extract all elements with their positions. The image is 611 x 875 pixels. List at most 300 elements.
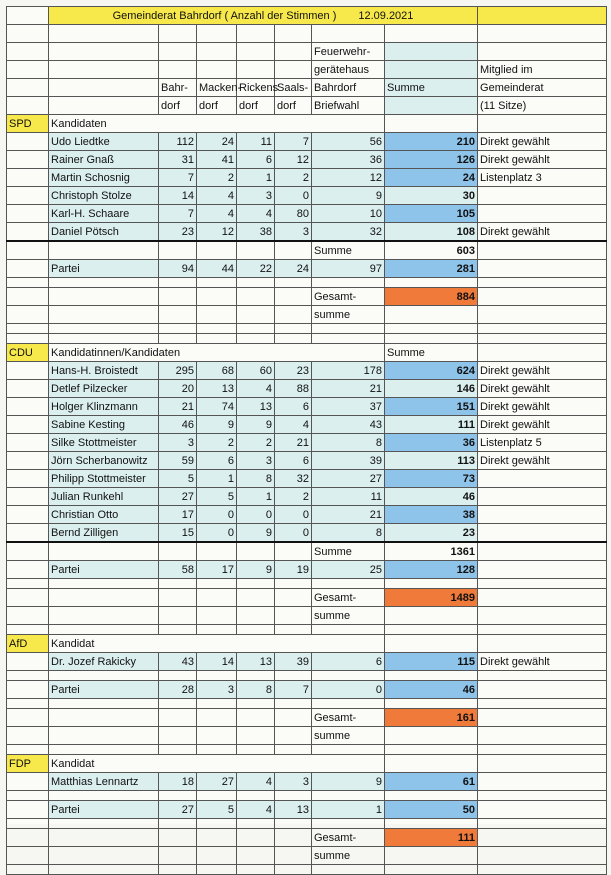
vote-cell: 7 xyxy=(275,133,312,151)
table-cell xyxy=(312,745,385,755)
vote-cell: 3 xyxy=(275,773,312,791)
member-note xyxy=(478,488,607,506)
table-cell xyxy=(312,791,385,801)
vote-cell: 4 xyxy=(275,416,312,434)
vote-cell: 46 xyxy=(159,416,197,434)
column-header xyxy=(275,61,312,79)
table-cell xyxy=(385,306,478,324)
vote-cell: 9 xyxy=(312,187,385,205)
partei-label: Partei xyxy=(49,801,159,819)
table-cell xyxy=(478,561,607,579)
candidate-row xyxy=(7,470,607,488)
vote-cell: 9 xyxy=(237,561,275,579)
table-cell xyxy=(49,542,159,561)
table-cell xyxy=(197,727,237,745)
vote-cell: 9 xyxy=(237,524,275,543)
partei-row xyxy=(7,681,607,699)
total-row xyxy=(7,589,607,607)
table-cell xyxy=(159,671,197,681)
total-label: summe xyxy=(312,306,385,324)
table-cell xyxy=(159,589,197,607)
vote-cell: 68 xyxy=(197,362,237,380)
vote-cell: 6 xyxy=(275,452,312,470)
party-label: AfD xyxy=(7,635,49,653)
vote-cell: 10 xyxy=(312,205,385,223)
vote-cell: 20 xyxy=(159,380,197,398)
candidate-name: Jörn Scherbanowitz xyxy=(49,452,159,470)
table-cell xyxy=(312,334,385,344)
candidate-row xyxy=(7,205,607,223)
table-row xyxy=(7,25,607,43)
table-cell xyxy=(385,579,478,589)
candidate-name: Dr. Jozef Rakicky xyxy=(49,653,159,671)
table-cell xyxy=(7,865,49,875)
table-cell xyxy=(478,709,607,727)
results-table xyxy=(6,6,607,875)
vote-cell: 9 xyxy=(237,416,275,434)
vote-cell: 80 xyxy=(275,205,312,223)
table-cell xyxy=(478,671,607,681)
table-cell xyxy=(159,865,197,875)
table-cell xyxy=(275,727,312,745)
table-cell xyxy=(275,625,312,635)
table-cell xyxy=(237,745,275,755)
vote-cell: 1 xyxy=(197,470,237,488)
vote-cell: 2 xyxy=(275,488,312,506)
candidate-row xyxy=(7,506,607,524)
vote-cell: 21 xyxy=(312,506,385,524)
column-header: Mitglied im xyxy=(478,61,607,79)
table-row xyxy=(7,865,607,875)
total-value: 884 xyxy=(385,288,478,306)
table-cell xyxy=(385,865,478,875)
vote-cell: 11 xyxy=(312,488,385,506)
table-cell xyxy=(385,334,478,344)
table-cell xyxy=(237,865,275,875)
vote-cell: 13 xyxy=(237,398,275,416)
vote-cell: 39 xyxy=(275,653,312,671)
table-cell xyxy=(49,847,159,865)
candidate-row xyxy=(7,187,607,205)
table-cell xyxy=(7,79,49,97)
vote-cell: 7 xyxy=(275,681,312,699)
table-cell xyxy=(197,791,237,801)
column-header: dorf xyxy=(237,97,275,115)
candidate-row xyxy=(7,653,607,671)
header-row xyxy=(7,79,607,97)
candidate-row xyxy=(7,362,607,380)
vote-cell: 37 xyxy=(312,398,385,416)
header-row xyxy=(7,43,607,61)
table-cell xyxy=(197,278,237,288)
table-row xyxy=(7,579,607,589)
table-cell xyxy=(275,288,312,306)
column-header xyxy=(159,43,197,61)
table-cell xyxy=(478,819,607,829)
vote-cell: 9 xyxy=(197,416,237,434)
candidates-label: Kandidat xyxy=(49,755,385,773)
candidate-row xyxy=(7,380,607,398)
vote-cell: 15 xyxy=(159,524,197,543)
page-title xyxy=(49,7,478,25)
table-cell xyxy=(478,579,607,589)
column-header: dorf xyxy=(275,97,312,115)
vote-cell: 22 xyxy=(237,260,275,278)
table-row xyxy=(7,324,607,334)
vote-cell: 6 xyxy=(312,653,385,671)
table-cell xyxy=(49,865,159,875)
vote-cell: 3 xyxy=(197,681,237,699)
table-cell xyxy=(478,727,607,745)
candidate-row xyxy=(7,223,607,242)
vote-cell: 6 xyxy=(197,452,237,470)
vote-cell: 1 xyxy=(237,488,275,506)
table-cell xyxy=(197,699,237,709)
table-cell xyxy=(237,589,275,607)
vote-cell: 0 xyxy=(275,506,312,524)
table-cell xyxy=(275,306,312,324)
vote-cell: 8 xyxy=(237,681,275,699)
candidate-row xyxy=(7,773,607,791)
total-row xyxy=(7,829,607,847)
total-row xyxy=(7,288,607,306)
column-header xyxy=(385,97,478,115)
table-row xyxy=(7,671,607,681)
table-cell xyxy=(312,324,385,334)
member-note xyxy=(478,470,607,488)
table-cell xyxy=(275,699,312,709)
party-row xyxy=(7,344,607,362)
vote-cell: 8 xyxy=(237,470,275,488)
vote-cell: 5 xyxy=(197,801,237,819)
vote-cell: 11 xyxy=(237,133,275,151)
candidate-name: Daniel Pötsch xyxy=(49,223,159,242)
candidate-name: Martin Schosnig xyxy=(49,169,159,187)
vote-cell: 97 xyxy=(312,260,385,278)
table-cell xyxy=(237,306,275,324)
header-row xyxy=(7,97,607,115)
table-cell xyxy=(385,699,478,709)
total-label: summe xyxy=(312,607,385,625)
table-cell xyxy=(159,278,197,288)
table-cell xyxy=(312,865,385,875)
table-cell xyxy=(385,625,478,635)
table-cell xyxy=(312,671,385,681)
column-header: Briefwahl xyxy=(312,97,385,115)
column-header: (11 Sitze) xyxy=(478,97,607,115)
table-cell xyxy=(312,278,385,288)
table-cell xyxy=(49,579,159,589)
table-cell xyxy=(237,278,275,288)
table-cell xyxy=(478,801,607,819)
table-cell xyxy=(49,334,159,344)
table-cell xyxy=(237,324,275,334)
table-cell xyxy=(159,607,197,625)
table-cell xyxy=(478,324,607,334)
total-value: 1489 xyxy=(385,589,478,607)
vote-cell: 112 xyxy=(159,133,197,151)
table-cell xyxy=(7,187,49,205)
total-row xyxy=(7,306,607,324)
table-cell xyxy=(7,205,49,223)
table-cell xyxy=(478,542,607,561)
member-note: Direkt gewählt xyxy=(478,133,607,151)
vote-cell: 8 xyxy=(312,434,385,452)
candidate-row xyxy=(7,398,607,416)
header-row xyxy=(7,61,607,79)
vote-cell: 17 xyxy=(159,506,197,524)
table-cell xyxy=(478,699,607,709)
table-cell xyxy=(478,791,607,801)
sum-row xyxy=(7,241,607,260)
vote-cell: 4 xyxy=(237,773,275,791)
table-cell xyxy=(197,625,237,635)
table-cell xyxy=(7,829,49,847)
table-cell xyxy=(159,709,197,727)
table-cell xyxy=(478,625,607,635)
column-header xyxy=(197,61,237,79)
vote-cell: 32 xyxy=(275,470,312,488)
table-cell xyxy=(275,589,312,607)
table-cell xyxy=(7,819,49,829)
table-cell xyxy=(7,470,49,488)
party-label: SPD xyxy=(7,115,49,133)
candidate-name: Matthias Lennartz xyxy=(49,773,159,791)
vote-cell: 0 xyxy=(275,187,312,205)
table-cell xyxy=(49,288,159,306)
table-cell xyxy=(237,791,275,801)
table-row xyxy=(7,625,607,635)
table-row xyxy=(7,819,607,829)
member-note: Direkt gewählt xyxy=(478,362,607,380)
column-header: Gemeinderat xyxy=(478,79,607,97)
table-cell xyxy=(159,288,197,306)
vote-cell: 1 xyxy=(237,169,275,187)
table-cell xyxy=(7,151,49,169)
table-cell xyxy=(7,524,49,543)
table-cell xyxy=(49,61,159,79)
vote-cell: 17 xyxy=(197,561,237,579)
vote-cell: 4 xyxy=(237,801,275,819)
candidate-name: Christoph Stolze xyxy=(49,187,159,205)
member-note: Direkt gewählt xyxy=(478,452,607,470)
member-note xyxy=(478,773,607,791)
member-note xyxy=(478,187,607,205)
table-cell xyxy=(49,829,159,847)
table-cell xyxy=(159,791,197,801)
vote-cell: 12 xyxy=(275,151,312,169)
candidate-sum: 108 xyxy=(385,223,478,242)
vote-cell: 21 xyxy=(312,380,385,398)
table-cell xyxy=(275,241,312,260)
table-cell xyxy=(237,579,275,589)
table-cell xyxy=(275,278,312,288)
vote-cell: 13 xyxy=(237,653,275,671)
table-cell xyxy=(197,306,237,324)
candidate-name: Philipp Stottmeister xyxy=(49,470,159,488)
table-cell xyxy=(275,745,312,755)
candidates-label: Kandidat xyxy=(49,635,385,653)
table-cell xyxy=(159,579,197,589)
table-cell xyxy=(7,709,49,727)
candidate-name: Detlef Pilzecker xyxy=(49,380,159,398)
table-cell xyxy=(159,25,197,43)
vote-cell: 0 xyxy=(312,681,385,699)
vote-cell: 21 xyxy=(159,398,197,416)
column-header xyxy=(197,43,237,61)
vote-cell: 4 xyxy=(237,205,275,223)
column-header xyxy=(237,61,275,79)
table-cell xyxy=(7,653,49,671)
candidate-name: Sabine Kesting xyxy=(49,416,159,434)
candidate-name: Christian Otto xyxy=(49,506,159,524)
candidate-name: Bernd Zilligen xyxy=(49,524,159,543)
candidate-name: Holger Klinzmann xyxy=(49,398,159,416)
table-cell xyxy=(237,288,275,306)
vote-cell: 24 xyxy=(275,260,312,278)
member-note: Direkt gewählt xyxy=(478,151,607,169)
total-row xyxy=(7,727,607,745)
vote-cell: 6 xyxy=(275,398,312,416)
sum-value: 1361 xyxy=(385,542,478,561)
column-header: Bahr- xyxy=(159,79,197,97)
candidate-row xyxy=(7,133,607,151)
sum-label xyxy=(385,755,478,773)
party-label: CDU xyxy=(7,344,49,362)
party-label: FDP xyxy=(7,755,49,773)
table-cell xyxy=(159,727,197,745)
candidate-row xyxy=(7,452,607,470)
member-note: Direkt gewählt xyxy=(478,380,607,398)
vote-cell: 0 xyxy=(275,524,312,543)
vote-cell: 27 xyxy=(312,470,385,488)
table-cell xyxy=(49,727,159,745)
vote-cell: 3 xyxy=(275,223,312,242)
column-header: Rickens xyxy=(237,79,275,97)
table-cell xyxy=(275,25,312,43)
table-cell xyxy=(478,241,607,260)
table-cell xyxy=(312,579,385,589)
table-cell xyxy=(237,699,275,709)
partei-sum: 128 xyxy=(385,561,478,579)
table-cell xyxy=(159,306,197,324)
total-label: Gesamt- xyxy=(312,709,385,727)
vote-cell: 18 xyxy=(159,773,197,791)
candidate-name: Udo Liedtke xyxy=(49,133,159,151)
column-header: Bahrdorf xyxy=(312,79,385,97)
table-cell xyxy=(7,727,49,745)
candidate-sum: 624 xyxy=(385,362,478,380)
table-cell xyxy=(275,579,312,589)
table-cell xyxy=(49,589,159,607)
table-cell xyxy=(49,791,159,801)
table-cell xyxy=(237,25,275,43)
column-header xyxy=(159,61,197,79)
table-cell xyxy=(197,288,237,306)
candidate-name: Rainer Gnaß xyxy=(49,151,159,169)
table-cell xyxy=(275,847,312,865)
candidate-sum: 61 xyxy=(385,773,478,791)
vote-cell: 23 xyxy=(159,223,197,242)
total-row xyxy=(7,607,607,625)
vote-cell: 60 xyxy=(237,362,275,380)
vote-cell: 8 xyxy=(312,524,385,543)
partei-sum: 46 xyxy=(385,681,478,699)
table-cell xyxy=(7,671,49,681)
table-row xyxy=(7,791,607,801)
column-header: dorf xyxy=(159,97,197,115)
table-cell xyxy=(275,324,312,334)
table-row xyxy=(7,745,607,755)
sum-row xyxy=(7,542,607,561)
vote-cell: 88 xyxy=(275,380,312,398)
vote-cell: 39 xyxy=(312,452,385,470)
table-cell xyxy=(7,791,49,801)
total-label: summe xyxy=(312,727,385,745)
candidate-sum: 151 xyxy=(385,398,478,416)
vote-cell: 4 xyxy=(197,187,237,205)
candidate-name: Silke Stottmeister xyxy=(49,434,159,452)
table-cell xyxy=(478,865,607,875)
vote-cell: 56 xyxy=(312,133,385,151)
table-cell xyxy=(385,607,478,625)
vote-cell: 2 xyxy=(237,434,275,452)
table-cell xyxy=(7,169,49,187)
vote-cell: 295 xyxy=(159,362,197,380)
table-cell xyxy=(49,43,159,61)
vote-cell: 178 xyxy=(312,362,385,380)
vote-cell: 13 xyxy=(275,801,312,819)
table-cell xyxy=(159,745,197,755)
table-cell xyxy=(7,241,49,260)
table-cell xyxy=(197,847,237,865)
candidates-label: Kandidatinnen/Kandidaten xyxy=(49,344,385,362)
vote-cell: 36 xyxy=(312,151,385,169)
vote-cell: 4 xyxy=(197,205,237,223)
partei-label: Partei xyxy=(49,681,159,699)
partei-row xyxy=(7,561,607,579)
table-cell xyxy=(49,278,159,288)
table-cell xyxy=(237,847,275,865)
member-note xyxy=(478,205,607,223)
candidate-sum: 111 xyxy=(385,416,478,434)
vote-cell: 3 xyxy=(159,434,197,452)
table-cell xyxy=(7,61,49,79)
vote-cell: 27 xyxy=(159,801,197,819)
table-cell xyxy=(275,607,312,625)
candidate-name: Karl-H. Schaare xyxy=(49,205,159,223)
vote-cell: 2 xyxy=(275,169,312,187)
table-cell xyxy=(159,847,197,865)
partei-sum: 50 xyxy=(385,801,478,819)
table-cell xyxy=(197,607,237,625)
table-cell xyxy=(275,671,312,681)
sum-value: 603 xyxy=(385,241,478,260)
table-cell xyxy=(312,625,385,635)
table-cell xyxy=(7,25,49,43)
candidate-row xyxy=(7,488,607,506)
table-row xyxy=(7,334,607,344)
member-note: Direkt gewählt xyxy=(478,398,607,416)
member-note: Listenplatz 3 xyxy=(478,169,607,187)
table-cell xyxy=(275,709,312,727)
vote-cell: 31 xyxy=(159,151,197,169)
table-cell xyxy=(49,25,159,43)
column-header xyxy=(237,43,275,61)
table-cell xyxy=(7,260,49,278)
table-cell xyxy=(237,727,275,745)
table-cell xyxy=(385,847,478,865)
